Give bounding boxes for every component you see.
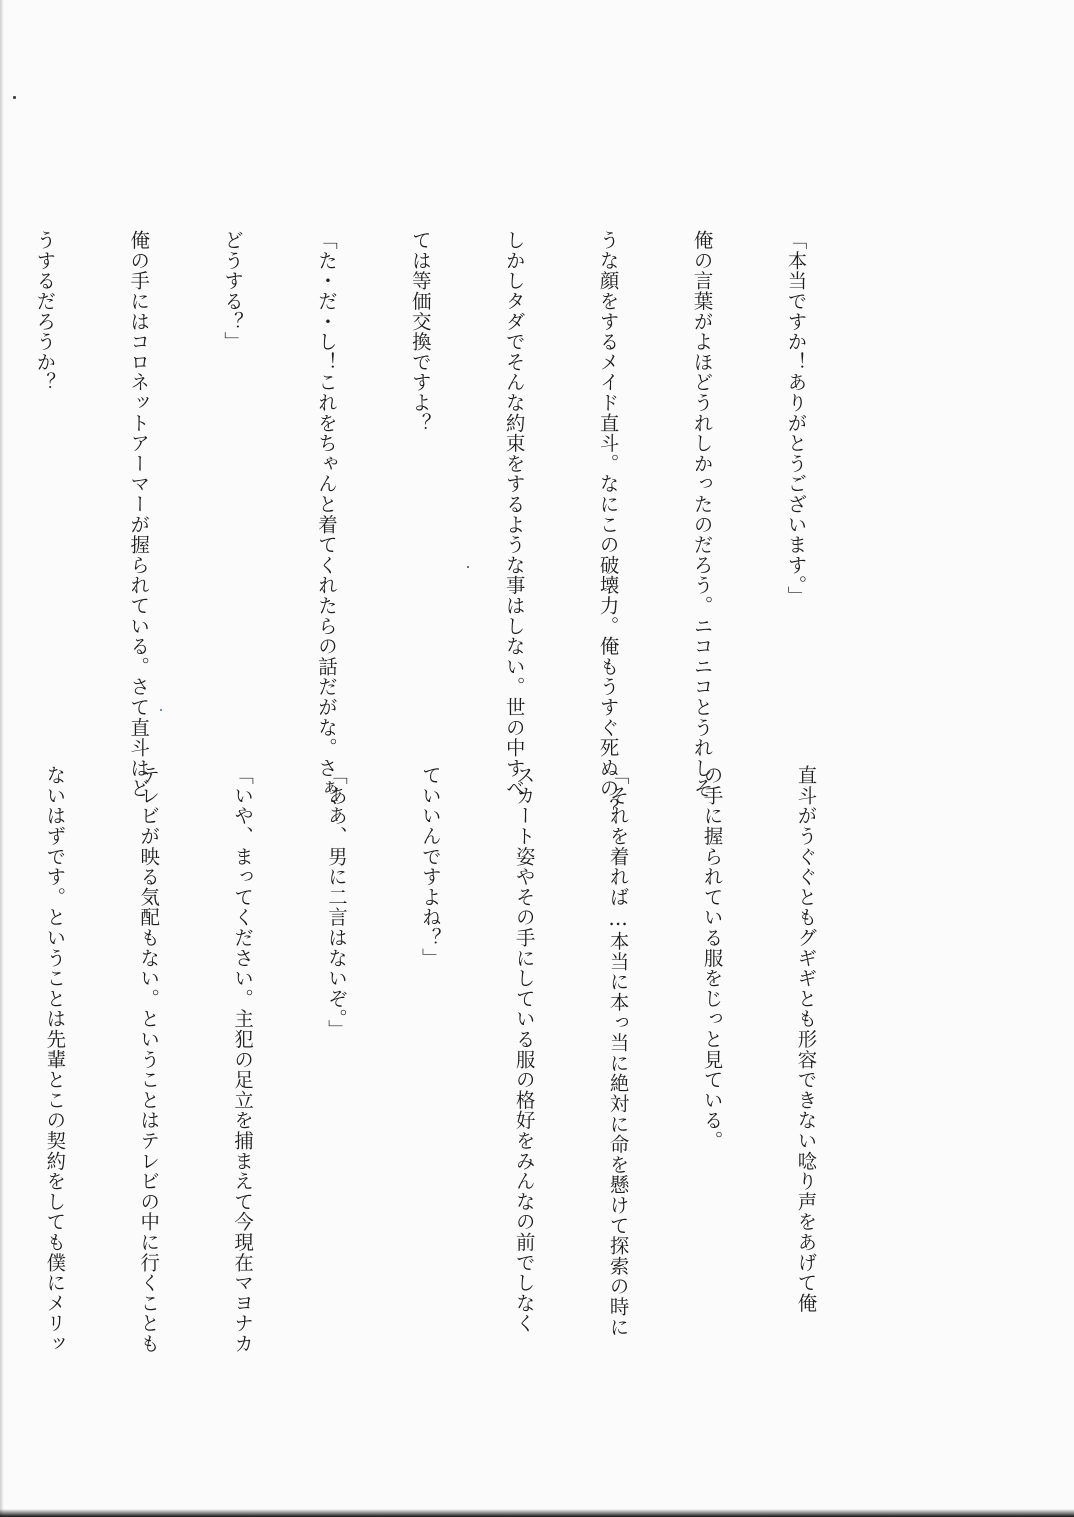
text-line: 俺の言葉がよほどうれしかったのだろう。ニコニコとうれしそ <box>690 230 714 799</box>
text-line: うな顔をするメイド直斗。なにこの破壊力。俺もうすぐ死ぬの？ <box>596 230 620 819</box>
text-line: の手に握られている服をじっと見ている。 <box>700 765 724 1151</box>
text-line: 俺の手にはコロネットアーマーが握られている。さて直斗はど <box>127 230 151 799</box>
text-line: ないはずです。ということは先輩とこの契約をしても僕にメリッ <box>43 765 67 1354</box>
text-line: 「いや、まってください。主犯の足立を捕まえて今現在マヨナカ <box>231 765 255 1354</box>
upper-text-block <box>0 230 874 819</box>
text-line: どうする？」 <box>221 230 245 352</box>
text-line: テレビが映る気配もない。ということはテレビの中に行くことも <box>137 765 161 1354</box>
text-line: 直斗がうぐぐともグギギとも形容できない唸り声をあげて俺 <box>794 765 818 1314</box>
scan-speck <box>160 709 162 711</box>
text-line: ては等価交換ですよ？ <box>408 230 432 433</box>
scan-speck <box>467 566 469 568</box>
lower-text-block <box>0 765 884 1365</box>
text-line: 「本当ですか！ありがとうございます。」 <box>784 230 808 606</box>
scan-shadow-bottom <box>0 1509 1074 1517</box>
text-line: ていいんですよね？」 <box>418 765 442 968</box>
text-line: 「ああ、男に二言はないぞ。」 <box>324 765 348 1040</box>
text-line: うするだろうか？ <box>33 230 57 393</box>
text-line: スカート姿やその手にしている服の格好をみんなの前でしなく <box>512 765 536 1334</box>
text-line: 「それを着れば…本当に本っ当に絶対に命を懸けて探索の時に <box>606 765 630 1337</box>
text-line: 「た・だ・し！これをちゃんと着てくれたらの話だがな。さぁ、 <box>314 230 338 819</box>
text-line: しかしタダでそんな約束をするような事はしない。世の中すべ <box>502 230 526 799</box>
scan-shadow-left <box>0 0 4 1517</box>
scan-speck <box>13 96 16 99</box>
